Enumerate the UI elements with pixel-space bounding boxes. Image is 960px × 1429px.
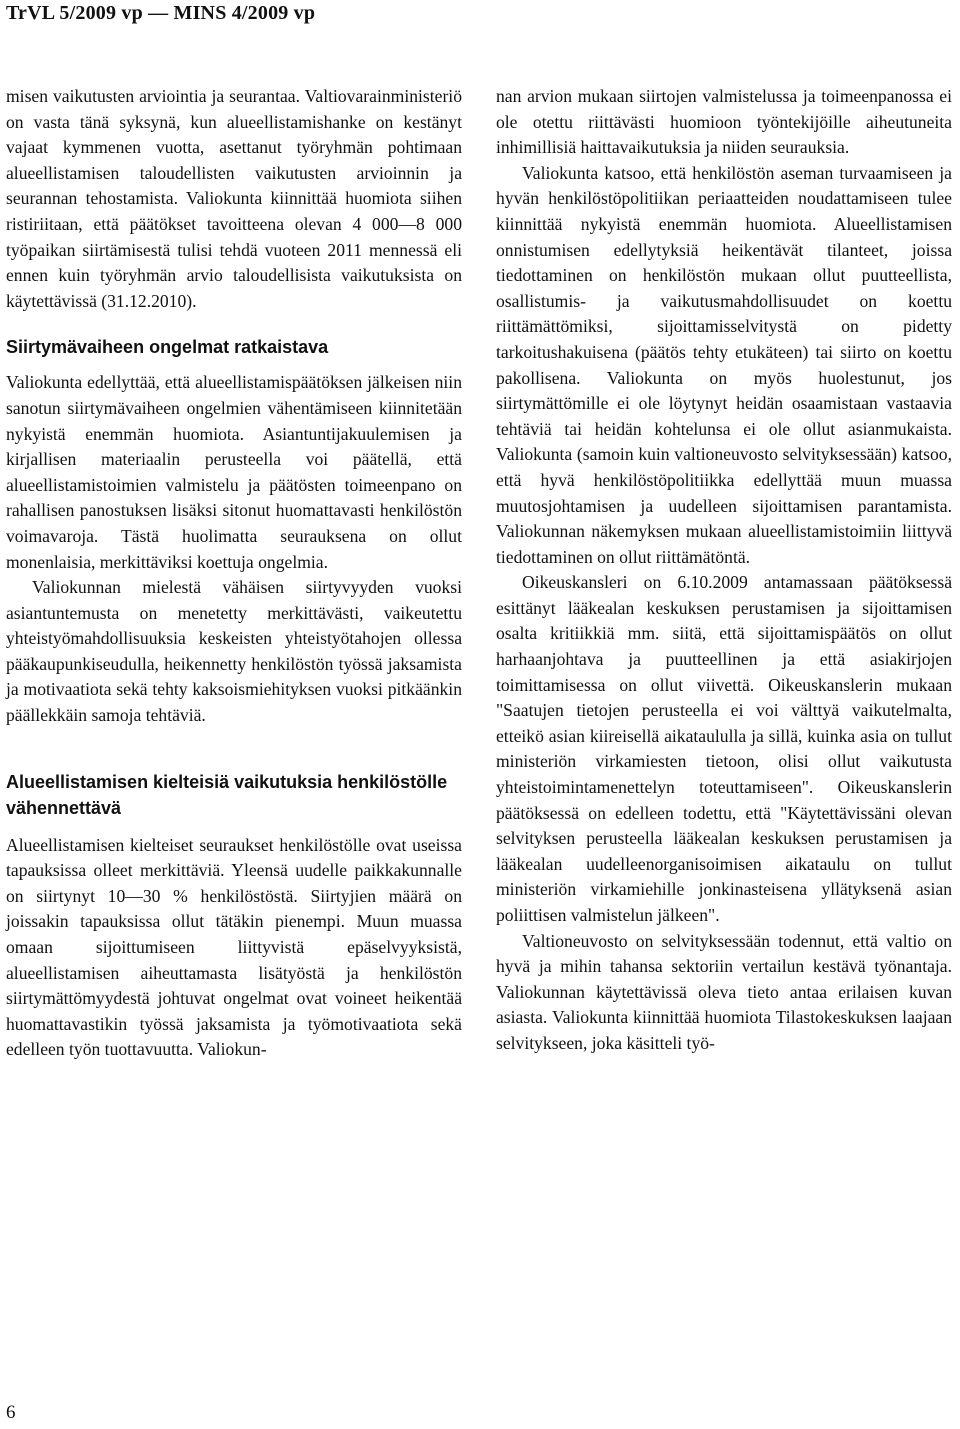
- right-column: [496, 84, 952, 1057]
- left-column: [6, 84, 462, 1063]
- running-header: TrVL 5/2009 vp — MINS 4/2009 vp: [6, 2, 316, 24]
- paragraph: Valiokunnan mielestä vähäisen siirtyvyyden vuoksi asiantuntemusta on menetetty merkittävästi, vaikeutettu yhteistyömahdollisuuksia keskeisten yhteistyötahojen ollessa pääkaupunkiseudulla, heikennetty henkilöstön työssä jaksamista ja motivaatiota sekä tehty kaksoismiehityksen vuoksi pitkäänkin päällekkäin samoja tehtäviä.: [6, 577, 462, 726]
- paragraph: misen vaikutusten arviointia ja seurantaa. Valtiovarainministeriö on vasta tänä syksynä, kun alueellistamishanke on kestänyt vajaat kymmenen vuotta, asettanut työryhmän pohtimaan alueellistamisen taloudellisten vaikutusten arvioinnin ja seurannan tehostamista. Valiokunta kiinnittää huomiota siihen ristiriitaan, että päätökset tavoitteena olevan 4 000—8 000 työpaikan siirtämisestä tulisi tehdä vuoteen 2011 mennessä eli ennen kuin työryhmän arvio taloudellisista vaikutuksista on käytettävissä (31.12.2010).: [6, 86, 462, 311]
- paragraph: Alueellistamisen kielteiset seuraukset henkilöstölle ovat useissa tapauksissa olleet merkittäviä. Yleensä uudelle paikkakunnalle on siirtynyt 10—30 % henkilöstöstä. Siirtyjien määrä on joissakin tapauksissa ollut tätäkin pienempi. Muun muassa omaan sijoittumiseen liittyvistä epäselvyyksistä, alueellistamisen aiheuttamasta lisätyöstä ja henkilöstön siirtymättömyydestä johtuvat ongelmat ovat voineet heikentää huomattavastikin työssä jaksamista ja työmotivaatiota sekä edelleen työn tuottavuutta. Valiokun-: [6, 834, 462, 1060]
- paragraph: Valtioneuvosto on selvityksessään todennut, että valtio on hyvä ja mihin tahansa sektoriin vertailun kestävä työnantaja. Valiokunnan käytettävissä oleva tieto antaa erilaisen kuvan asiasta. Valiokunta kiinnittää huomiota Tilastokeskuksen laajaan selvitykseen, joka käsitteli työ-: [496, 930, 952, 1053]
- paragraph: Valiokunta edellyttää, että alueellistamispäätöksen jälkeisen niin sanotun siirtymävaiheen ongelmien vähentämiseen kiinnitetään nykyistä enemmän huomiota. Asiantuntijakuulemisen ja kirjallisen materiaalin perusteella voi päätellä, että alueellistamistoimien valmistelu ja päätösten toimeenpano on rahallisen panostuksen lisäksi sitonut huomattavasti henkilöstön voimavaroja. Tästä huolimatta seurauksena on ollut monenlaisia, merkittäviksi koettuja ongelmia.: [6, 372, 462, 572]
- page-number: 6: [6, 1402, 16, 1423]
- paragraph: Oikeuskansleri on 6.10.2009 antamassaan päätöksessä esittänyt lääkealan keskuksen perustamisen ja sijoittamisen osalta kritiikkiä mm. siitä, että sijoittamispäätös on ollut harhaanjohtava ja puutteellinen ja että asiakirjojen toimittamisessa on ollut viivettä. Oikeuskanslerin mukaan "Saatujen tietojen perusteella ei voi välttyä vaikutelmalta, etteikö asian kiireisellä aikataululla ja sillä, kuinka asia on tullut ministeriön virkamiesten tietoon, olisi ollut vaikutusta yhteistoimintamenettelyn toteuttamiseen". Oikeuskanslerin päätöksessä on edelleen todettu, että "Käytettävissäni olevan selvityksen perusteella lääkealan keskuksen perustamisen ja lääkealan uudelleenorganisoimisen aikataulu on tullut ministeriön virkamiehille jonkinasteisena yllätyksenä asian poliittisen valmistelun jälkeen".: [496, 572, 952, 925]
- paragraph: Valiokunta katsoo, että henkilöstön aseman turvaamiseen ja hyvän henkilöstöpolitiikan periaatteiden noudattamiseen tulee kiinnittää nykyistä enemmän huomiota. Alueellistamisen onnistumisen edellytyksiä heikentävät tilanteet, joissa tiedottaminen on henkilöstön mukaan ollut puutteellista, osallistumis- ja vaikutusmahdollisuudet on koettu riittämättömiksi, sijoittamisselvitystä on pidetty tarkoitushakuisena (päätös tehty etukäteen) tai siirto on koettu pakollisena. Valiokunta on myös huolestunut, jos siirtymättömille ei ole löytynyt heidän osaamistaan vastaavia tehtäviä tai heidän kohtelunsa ei ole ollut asianmukaista. Valiokunta (samoin kuin valtioneuvosto selvityksessään) katsoo, että hyvä henkilöstöpolitiikka edellyttää muun muassa muutosjohtamisen ja uudelleen sijoittamisen parantamista. Valiokunnan näkemyksen mukaan alueellistamistoimiin liittyvä tiedottaminen on ollut riittämätöntä.: [496, 162, 952, 567]
- section-heading: Siirtymävaiheen ongelmat ratkaistava: [6, 337, 329, 358]
- section-heading: Alueellistamisen kielteisiä vaikutuksia henkilöstölle vähennettävä: [6, 771, 448, 818]
- paragraph: nan arvion mukaan siirtojen valmistelussa ja toimeenpanossa ei ole otettu riittävästi huomioon työntekijöille aiheutuneita inhimillisiä haittavaikutuksia ja niiden seurauksia.: [496, 86, 952, 158]
